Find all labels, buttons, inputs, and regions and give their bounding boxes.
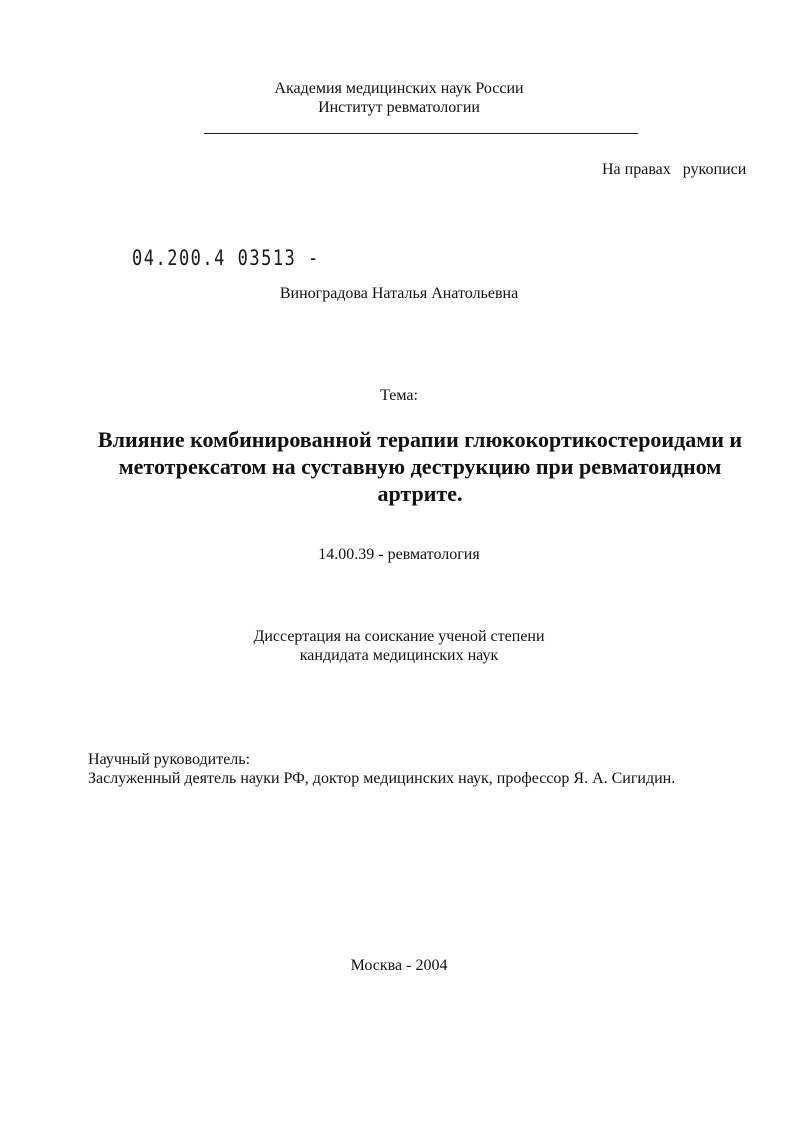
specialty-code: 14.00.39 - ревматология: [318, 546, 480, 563]
title-line-2: метотрексатом на суставную деструкцию при ревматоидном: [118, 454, 722, 479]
title-line-1: Влияние комбинированной терапии глюкокортикостероидами и: [97, 427, 743, 452]
topic-label: Тема:: [380, 387, 418, 404]
institute-name: Институт ревматологии: [318, 99, 480, 116]
degree-line-2: кандидата медицинских наук: [299, 647, 499, 664]
dissertation-title: [60, 426, 780, 507]
degree-line-1: Диссертация на соискание ученой степени: [253, 628, 545, 645]
title-line-3: артрите.: [377, 481, 463, 506]
registration-stamp: 04.200.4 03513 -: [132, 246, 320, 271]
supervisor-label: Научный руководитель:: [88, 751, 251, 768]
author-name: Виноградова Наталья Анатольевна: [279, 285, 519, 302]
supervisor-details: Заслуженный деятель науки РФ, доктор медицинских наук, профессор Я. А. Сигидин.: [88, 770, 676, 787]
academy-name: Академия медицинских наук России: [274, 80, 524, 97]
header-divider: [204, 133, 638, 134]
manuscript-rights-note: На правах рукописи: [602, 161, 747, 178]
city-year: Москва - 2004: [350, 957, 448, 974]
